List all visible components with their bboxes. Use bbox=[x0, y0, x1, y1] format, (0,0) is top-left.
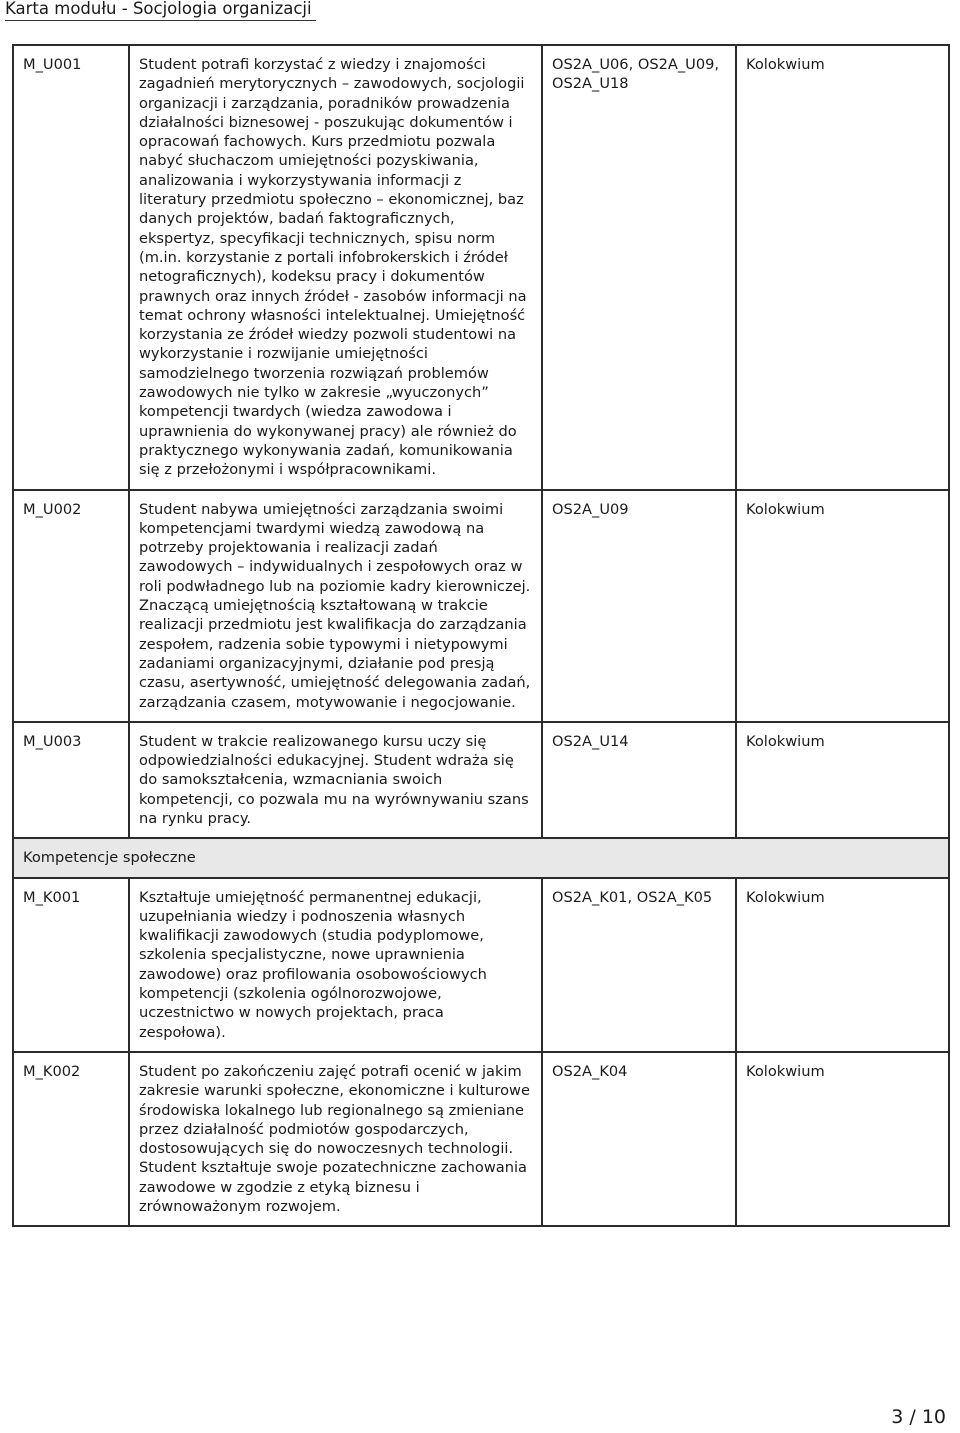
outcome-references: OS2A_U14 bbox=[542, 722, 736, 838]
section-header: Kompetencje społeczne bbox=[13, 838, 949, 877]
learning-outcomes-table bbox=[12, 44, 950, 1227]
outcome-code: M_U002 bbox=[13, 490, 129, 722]
outcome-description: Student nabywa umiejętności zarządzania swoimi kompetencjami twardymi wiedzą zawodową na potrzeby projektowania i realizacji zadań zawodowych – indywidualnych i zespołowych oraz w roli podwładnego lub na poziomie kadry kierowniczej. Znaczącą umiejętnością kształtowaną w trakcie realizacji przedmiotu jest kwalifikacja do zarządzania zespołem, radzenia sobie typowymi i nietypowymi zadaniami organizacyjnymi, działanie pod presją czasu, asertywność, umiejętność delegowania zadań, zarządzania czasem, motywowanie i negocjowanie. bbox=[129, 490, 542, 722]
table-row bbox=[13, 490, 949, 722]
outcome-description: Student w trakcie realizowanego kursu uczy się odpowiedzialności edukacyjnej. Student wdraża się do samokształcenia, wzmacniania swoich kompetencji, co pozwala mu na wyrównywaniu szans na rynku pracy. bbox=[129, 722, 542, 838]
outcome-description: Student potrafi korzystać z wiedzy i znajomości zagadnień merytorycznych – zawodowych, socjologii organizacji i zarządzania, poradników prowadzenia działalności biznesowej - poszukując dokumentów i opracowań fachowych. Kurs przedmiotu pozwala nabyć słuchaczom umiejętności pozyskiwania, analizowania i wykorzystywania informacji z literatury przedmiotu społeczno – ekonomicznej, baz danych projektów, badań faktograficznych, ekspertyz, specyfikacji technicznych, spisu norm (m.in. korzystanie z portali infobrokerskich i źródeł netograficznych), kodeksu pracy i dokumentów prawnych oraz innych źródeł - zasobów informacji na temat ochrony własności intelektualnej. Umiejętność korzystania ze źródeł wiedzy pozwoli studentowi na wykorzystanie i rozwijanie umiejętności samodzielnego tworzenia rozwiązań problemów zawodowych nie tylko w zakresie „wyuczonych” kompetencji twardych (wiedza zawodowa i uprawnienia do wykonywanej pracy) ale również do praktycznego wykonywania zadań, komunikowania się z przełożonymi i współpracownikami. bbox=[129, 45, 542, 490]
outcome-description: Kształtuje umiejętność permanentnej edukacji, uzupełniania wiedzy i podnoszenia własnych kwalifikacji zawodowych (studia podyplomowe, szkolenia specjalistyczne, nowe uprawnienia zawodowe) oraz profilowania osobowościowych kompetencji (szkolenia ogólnorozwojowe, uczestnictwo w nowych projektach, praca zespołowa). bbox=[129, 878, 542, 1052]
outcome-code: M_U003 bbox=[13, 722, 129, 838]
outcome-references: OS2A_K04 bbox=[542, 1052, 736, 1226]
outcome-description: Student po zakończeniu zajęć potrafi ocenić w jakim zakresie warunki społeczne, ekonomiczne i kulturowe środowiska lokalnego lub regionalnego są zmieniane przez działalność podmiotów gospodarczych, dostosowujących się do nowoczesnych technologii. Student kształtuje swoje pozatechniczne zachowania zawodowe w zgodzie z etyką biznesu i zrównoważonym rozwojem. bbox=[129, 1052, 542, 1226]
table-row bbox=[13, 878, 949, 1052]
outcome-references: OS2A_U06, OS2A_U09, OS2A_U18 bbox=[542, 45, 736, 490]
table-row bbox=[13, 1052, 949, 1226]
verification-method: Kolokwium bbox=[736, 722, 949, 838]
outcome-code: M_K002 bbox=[13, 1052, 129, 1226]
table-row bbox=[13, 45, 949, 490]
outcome-code: M_K001 bbox=[13, 878, 129, 1052]
outcome-code: M_U001 bbox=[13, 45, 129, 490]
outcome-references: OS2A_K01, OS2A_K05 bbox=[542, 878, 736, 1052]
page-number: 3 / 10 bbox=[891, 1406, 946, 1428]
verification-method: Kolokwium bbox=[736, 878, 949, 1052]
verification-method: Kolokwium bbox=[736, 490, 949, 722]
table-row bbox=[13, 722, 949, 838]
verification-method: Kolokwium bbox=[736, 45, 949, 490]
section-header-row bbox=[13, 838, 949, 877]
verification-method: Kolokwium bbox=[736, 1052, 949, 1226]
document-title: Karta modułu - Socjologia organizacji bbox=[5, 0, 316, 21]
outcome-references: OS2A_U09 bbox=[542, 490, 736, 722]
